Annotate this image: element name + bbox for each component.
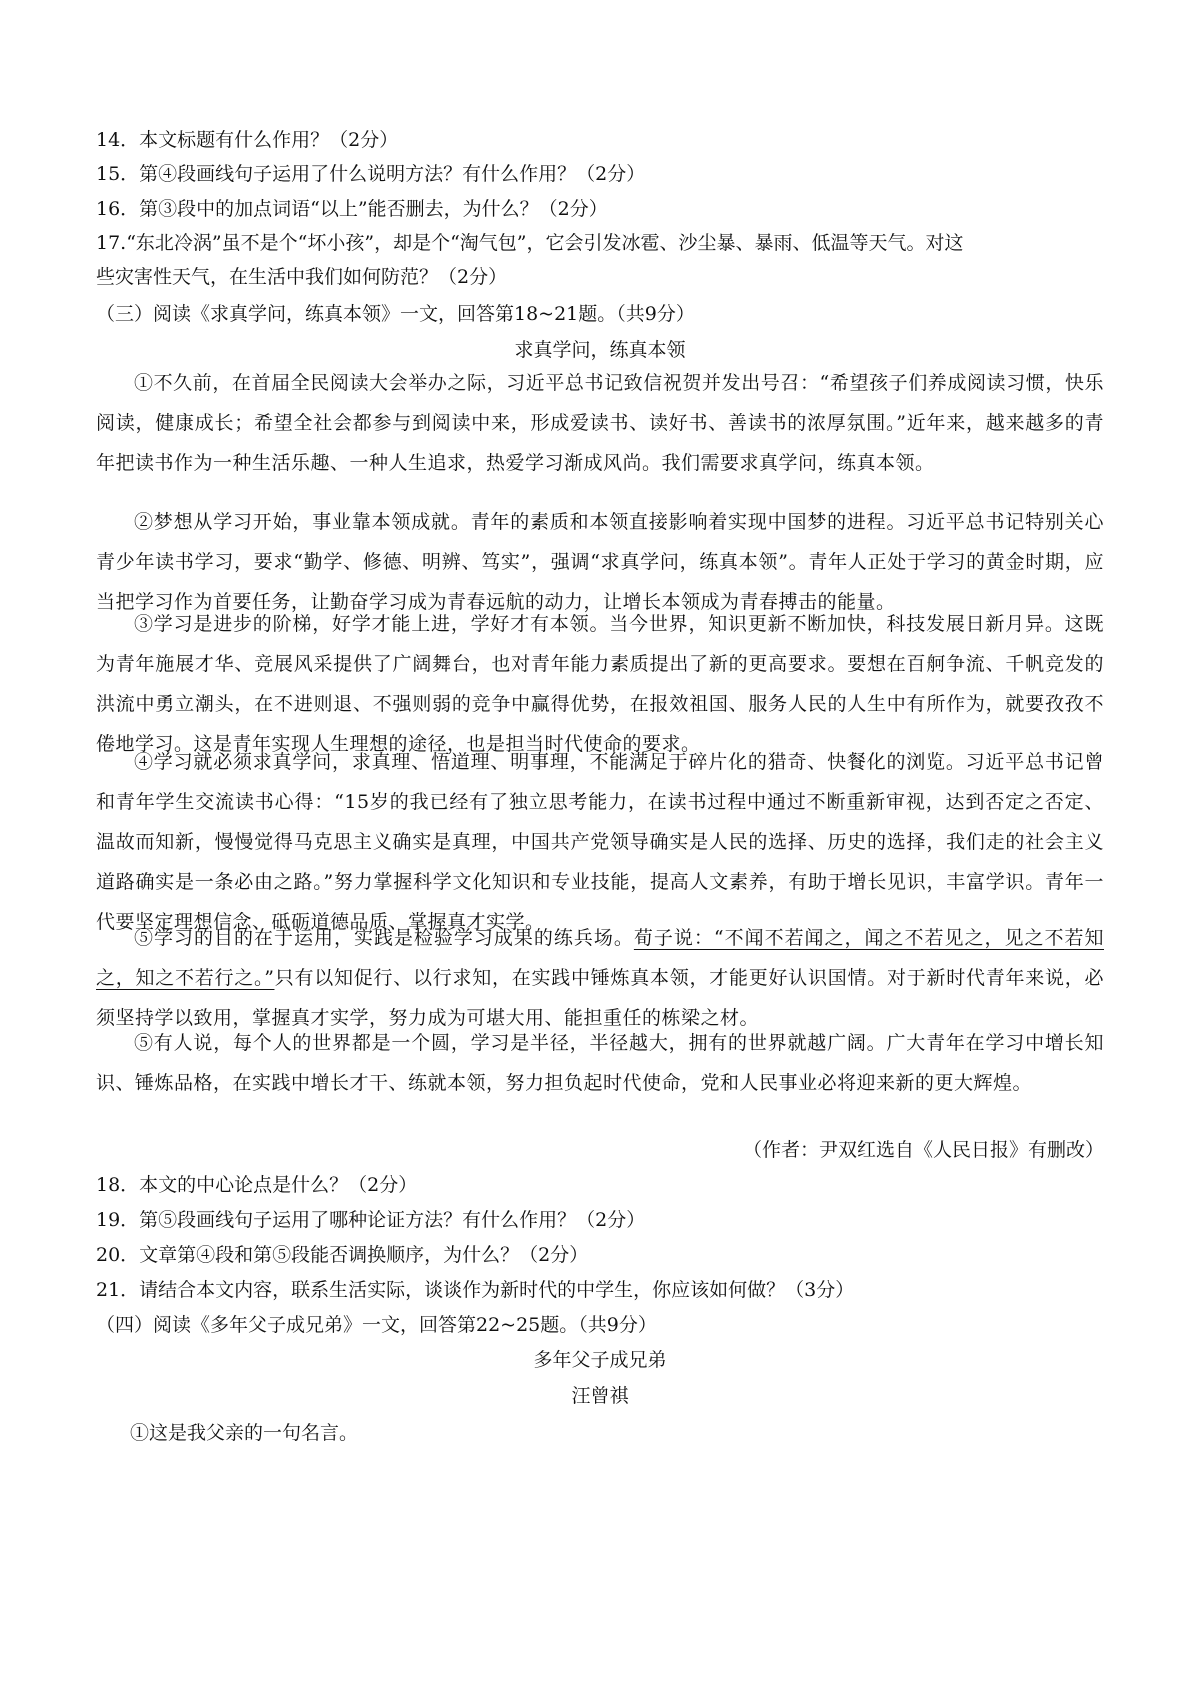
article-title: 求真学问，练真本领	[514, 339, 686, 361]
question-14: 14．本文标题有什么作用？（2分）	[96, 129, 399, 151]
section-3-intro: （三）阅读《求真学问，练真本领》一文，回答第18~21题。（共9分）	[96, 303, 695, 325]
question-17-line1: 17.“东北冷涡”虽不是个“坏小孩”，却是个“淘气包”，它会引发冰雹、沙尘暴、暴雨、低温等天气。对这	[96, 232, 964, 254]
underlined-sentence: 荀子说：“不闻不若闻之，闻之不若见之，见之不若知之，知之不若行之。”	[96, 927, 1104, 989]
paragraph-5	[96, 918, 1104, 1038]
paragraph-5-rest: 只有以知促行、以行求知，在实践中锤炼真本领，才能更好认识国情。对于新时代青年来说，必须坚持学以致用，掌握真才实学，努力成为可堪大用、能担重任的栋梁之材。	[96, 967, 1104, 1029]
question-15: 15．第④段画线句子运用了什么说明方法？有什么作用？（2分）	[96, 163, 646, 185]
question-20: 20．文章第④段和第⑤段能否调换顺序，为什么？（2分）	[96, 1244, 589, 1266]
paragraph-1: ①不久前，在首届全民阅读大会举办之际，习近平总书记致信祝贺并发出号召：“希望孩子们养成阅读习惯，快乐阅读，健康成长；希望全社会都参与到阅读中来，形成爱读书、读好书、善读书的浓厚氛围。”近年来，越来越多的青年把读书作为一种生活乐趣、一种人生追求，热爱学习渐成风尚。我们需要求真学问，练真本领。	[96, 372, 1104, 474]
paragraph-4: ④学习就必须求真学问，求真理、悟道理、明事理，不能满足于碎片化的猎奇、快餐化的浏览。习近平总书记曾和青年学生交流读书心得：“15岁的我已经有了独立思考能力，在读书过程中通过不断重新审视，达到否定之否定、温故而知新，慢慢觉得马克思主义确实是真理，中国共产党领导确实是人民的选择、历史的选择，我们走的社会主义道路确实是一条必由之路。”努力掌握科学文化知识和专业技能，提高人文素养，有助于增长见识，丰富学识。青年一代要坚定理想信念、砥砺道德品质、掌握真才实学。	[96, 751, 1104, 933]
paragraph-s4-1: ①这是我父亲的一句名言。	[130, 1422, 359, 1444]
source-note: （作者：尹双红选自《人民日报》有删改）	[742, 1139, 1104, 1161]
paragraph-2: ②梦想从学习开始，事业靠本领成就。青年的素质和本领直接影响着实现中国梦的进程。习近平总书记特别关心青少年读书学习，要求“勤学、修德、明辨、笃实”，强调“求真学问，练真本领”。青年人正处于学习的黄金时期，应当把学习作为首要任务，让勤奋学习成为青春远航的动力，让增长本领成为青春搏击的能量。	[96, 511, 1104, 613]
article-title-2: 多年父子成兄弟	[533, 1349, 667, 1371]
question-19: 19．第⑤段画线句子运用了哪种论证方法？有什么作用？（2分）	[96, 1209, 646, 1231]
question-18: 18．本文的中心论点是什么？（2分）	[96, 1174, 418, 1196]
paragraph-6: ⑤有人说，每个人的世界都是一个圆，学习是半径，半径越大，拥有的世界就越广阔。广大青年在学习中增长知识、锤炼品格，在实践中增长才干、练就本领，努力担负起时代使命，党和人民事业必将迎来新的更大辉煌。	[96, 1032, 1104, 1094]
article-author: 汪曾祺	[571, 1385, 629, 1407]
question-17-line2: 些灾害性天气，在生活中我们如何防范？（2分）	[96, 266, 508, 288]
paragraph-5-lead: ⑤学习的目的在于运用，实践是检验学习成果的练兵场。	[134, 927, 634, 949]
paragraph-3: ③学习是进步的阶梯，好学才能上进，学好才有本领。当今世界，知识更新不断加快，科技发展日新月异。这既为青年施展才华、竞展风采提供了广阔舞台，也对青年能力素质提出了新的更高要求。要想在百舸争流、千帆竞发的洪流中勇立潮头，在不进则退、不强则弱的竞争中赢得优势，在报效祖国、服务人民的人生中有所作为，就要孜孜不倦地学习。这是青年实现人生理想的途径，也是担当时代使命的要求。	[96, 613, 1104, 755]
question-16: 16．第③段中的加点词语“以上”能否删去，为什么？（2分）	[96, 198, 608, 220]
question-21: 21．请结合本文内容，联系生活实际，谈谈作为新时代的中学生，你应该如何做？（3分）	[96, 1279, 855, 1301]
section-4-intro: （四）阅读《多年父子成兄弟》一文，回答第22~25题。（共9分）	[96, 1314, 657, 1336]
